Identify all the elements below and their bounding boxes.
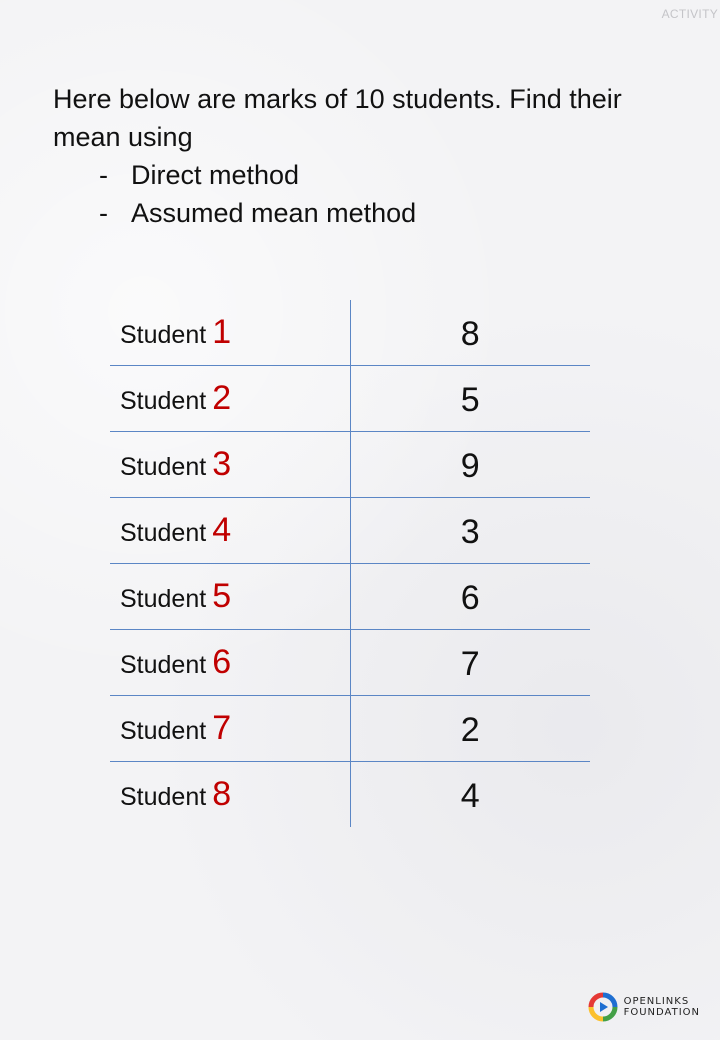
mark-cell: 9 [350,432,590,498]
student-label: Student [120,651,207,679]
student-cell [110,762,350,828]
logo-text [624,996,700,1018]
mark-cell: 2 [350,696,590,762]
table-row [110,432,590,498]
mark-cell: 7 [350,630,590,696]
student-cell [110,498,350,564]
student-cell [110,630,350,696]
method-item-direct [53,156,693,194]
table-row [110,300,590,366]
table-row [110,498,590,564]
method-label: Assumed mean method [131,198,417,228]
activity-label: ACTIVITY [661,7,718,21]
logo-line-1: OPENLINKS [623,996,690,1007]
table-row [110,564,590,630]
student-label: Student [120,453,207,481]
student-number: 8 [212,775,232,813]
marks-table [110,300,590,827]
student-number: 7 [212,709,232,747]
student-number: 5 [212,577,232,615]
student-label: Student [120,519,207,547]
list-dash: - [99,160,108,190]
student-number: 2 [212,379,232,417]
method-list [53,156,693,232]
table-row [110,366,590,432]
student-cell [110,366,350,432]
student-label: Student [120,783,207,811]
mark-cell: 6 [350,564,590,630]
table-row [110,630,590,696]
student-label: Student [120,321,207,349]
table-row [110,696,590,762]
logo-line-2: FOUNDATION [623,1007,700,1018]
openlinks-logo-icon [588,992,618,1022]
method-label: Direct method [131,160,300,190]
question-text: Here below are marks of 10 students. Find their mean using [53,84,622,152]
student-cell [110,564,350,630]
student-number: 4 [212,511,232,549]
student-number: 3 [212,445,232,483]
mark-cell: 8 [460,315,480,353]
student-number: 1 [212,313,232,351]
student-label: Student [120,387,207,415]
mark-cell: 4 [350,762,590,828]
mark-cell: 3 [350,498,590,564]
table-row [110,762,590,828]
student-cell [110,300,350,366]
openlinks-logo [588,992,700,1022]
student-label: Student [120,717,207,745]
student-cell [110,696,350,762]
student-number: 6 [212,643,232,681]
mark-cell: 5 [350,366,590,432]
question-block [53,80,693,232]
list-dash: - [99,198,108,228]
method-item-assumed-mean [53,194,693,232]
student-label: Student [120,585,207,613]
student-cell [110,432,350,498]
